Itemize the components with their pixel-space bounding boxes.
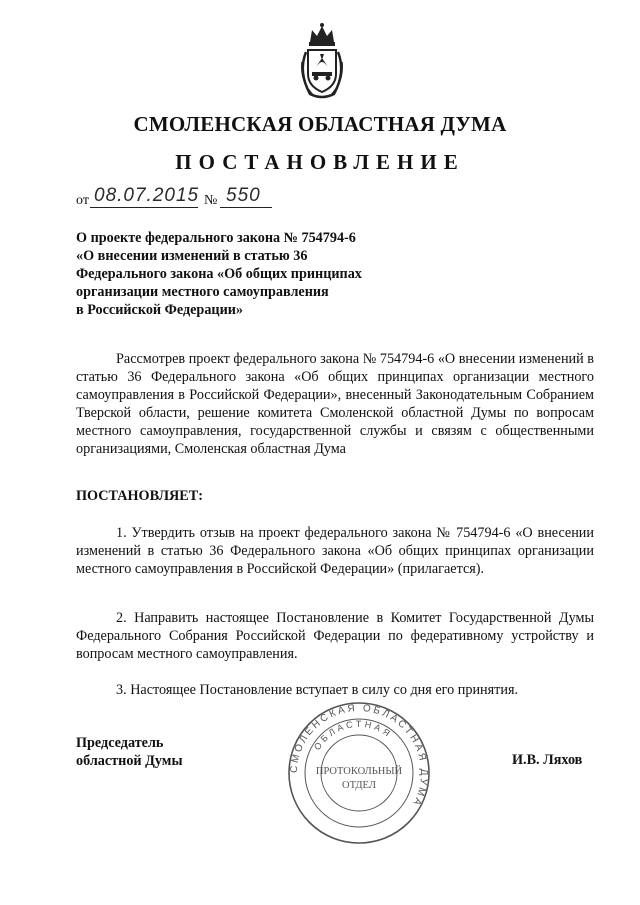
official-stamp [286,700,432,846]
date-underline [90,207,198,208]
stamp-center-line-1: ПРОТОКОЛЬНЫЙ [315,766,403,777]
position-line: областной Думы [76,753,183,769]
decision-item-3: 3. Настоящее Постановление вступает в силу со дня его принятия. [116,682,519,698]
coat-of-arms-icon [296,22,348,102]
subject-line: Федерального закона «Об общих принципах [76,266,362,282]
document-type: ПОСТАНОВЛЕНИЕ [175,150,465,174]
subject-line: О проекте федерального закона № 754794-6 [76,230,356,246]
registration-line [76,187,276,211]
stamp-center-line-2: ОТДЕЛ [342,780,376,791]
number-underline [220,207,272,208]
position-line: Председатель [76,735,164,751]
date-value: 08.07.2015 [94,185,200,206]
number-value: 550 [226,185,261,206]
number-label: № [204,193,218,208]
subject-line: «О внесении изменений в статью 36 [76,248,308,264]
decision-item-1: 1. Утвердить отзыв на проект федерального закона № 754794-6 «О внесении изменений в статью 36 Федерального закона «Об общих принципах организации местного самоуправления в Российской Федерации» (прилагается). [76,525,594,577]
organization-title: СМОЛЕНСКАЯ ОБЛАСТНАЯ ДУМА [133,112,507,136]
stamp-outer-text: СМОЛЕНСКАЯ ОБЛАСТНАЯ ДУМА [288,702,430,809]
date-label: от [76,193,89,208]
signatory-position [76,734,183,770]
stamp-inner-text: ОБЛАСТНАЯ [311,718,395,752]
preamble-paragraph: Рассмотрев проект федерального закона № 754794-6 «О внесении изменений в статью 36 Федерального закона «Об общих принципах организации местного самоуправления в Российской Федерации», внесенный Законодательным Собранием Тверской области, решение комитета Смоленской областной Думы по вопросам местного самоуправления, государственной службы и связям с общественными организациями, Смоленская областная Дума [76,351,594,457]
decision-item-2: 2. Направить настоящее Постановление в Комитет Государственной Думы Федерального Собрания Российской Федерации по федеративному устройству и вопросам местного самоуправления. [76,610,594,662]
subject-line: организации местного самоуправления [76,284,329,300]
subject-line: в Российской Федерации» [76,302,244,318]
decides-label: ПОСТАНОВЛЯЕТ: [76,488,203,504]
signatory-name: И.В. Ляхов [512,752,583,768]
document-subject [76,229,376,319]
